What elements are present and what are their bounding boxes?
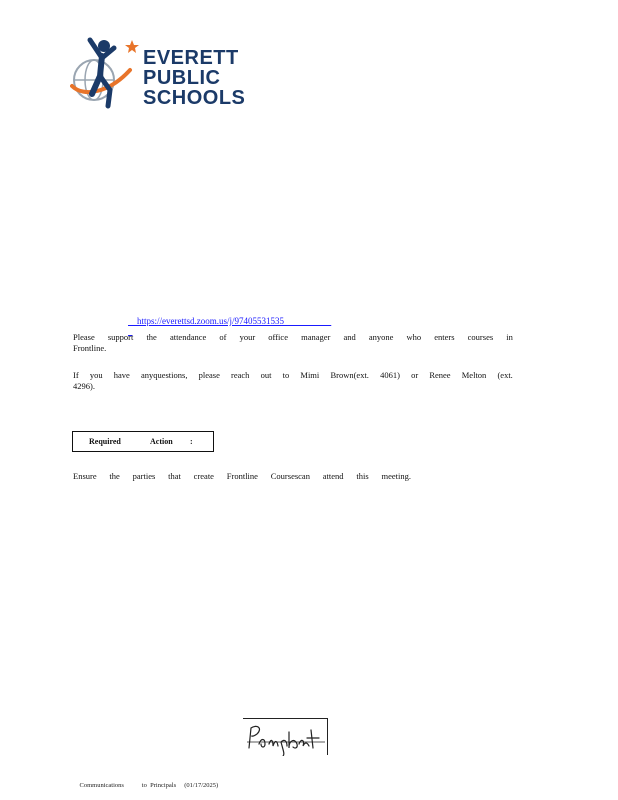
logo-line-3: SCHOOLS: [143, 87, 246, 109]
support-paragraph-line-1: [73, 332, 513, 343]
district-name: [143, 48, 245, 108]
action-paragraph-word: meeting.: [381, 471, 411, 481]
action-paragraph-word: Ensure: [73, 471, 97, 481]
action-paragraph-word: attend: [322, 471, 344, 481]
support-paragraph: [73, 332, 513, 354]
support-paragraph-word: and: [343, 332, 356, 342]
support-paragraph-word: who: [406, 332, 422, 342]
questions-paragraph-word: If: [73, 370, 79, 380]
district-logo: [70, 36, 260, 112]
required-label: Required: [89, 437, 121, 446]
questions-paragraph-word: Melton: [461, 370, 487, 380]
link-underline-trail: [284, 316, 331, 326]
questions-paragraph-line-1: [73, 370, 513, 381]
questions-paragraph-word: please: [198, 370, 220, 380]
support-paragraph-word: Please: [73, 332, 95, 342]
action-paragraph-word: parties: [132, 471, 156, 481]
footer-to: to: [141, 782, 147, 789]
action-paragraph-word: this: [356, 471, 369, 481]
questions-paragraph-word: Brown(ext.: [330, 370, 369, 380]
action-paragraph: [73, 471, 411, 482]
questions-paragraph-line-2: 4296).: [73, 381, 95, 391]
logo-line-1: EVERETT: [143, 47, 239, 69]
footer: [73, 775, 218, 796]
questions-paragraph-word: have: [113, 370, 130, 380]
required-action-box: [72, 431, 214, 452]
support-paragraph-word: enters: [434, 332, 455, 342]
footer-principals: Principals: [150, 782, 177, 789]
action-paragraph-word: create: [193, 471, 214, 481]
support-paragraph-word: the: [146, 332, 157, 342]
zoom-meeting-link-text: https://everettsd.zoom.us/j/97405531535: [137, 316, 284, 326]
action-label: Action: [150, 437, 173, 446]
signature: [243, 718, 329, 756]
support-paragraph-word: attendance: [169, 332, 207, 342]
questions-paragraph: [73, 370, 513, 392]
questions-paragraph-word: Mimi: [300, 370, 320, 380]
globe-figure-icon: [70, 36, 142, 112]
action-paragraph-word: Coursescan: [270, 471, 310, 481]
questions-paragraph-word: reach: [231, 370, 250, 380]
action-paragraph-word: the: [109, 471, 120, 481]
action-paragraph-line-1: [73, 471, 411, 482]
footer-communications: Communications: [79, 782, 124, 789]
questions-paragraph-word: to: [282, 370, 290, 380]
support-paragraph-word: of: [219, 332, 227, 342]
support-paragraph-word: your: [239, 332, 256, 342]
support-paragraph-word: anyone: [368, 332, 394, 342]
handwritten-signature-icon: [243, 718, 329, 756]
questions-paragraph-word: out: [260, 370, 272, 380]
questions-paragraph-word: you: [89, 370, 103, 380]
support-paragraph-word: manager: [301, 332, 331, 342]
support-paragraph-word: support: [107, 332, 134, 342]
questions-paragraph-word: (ext.: [497, 370, 513, 380]
action-paragraph-word: Frontline: [226, 471, 258, 481]
support-paragraph-word: office: [268, 332, 288, 342]
questions-paragraph-word: or: [411, 370, 419, 380]
logo-line-2: PUBLIC: [143, 67, 221, 89]
questions-paragraph-word: anyquestions,: [140, 370, 188, 380]
questions-paragraph-word: Renee: [429, 370, 451, 380]
questions-paragraph-word: 4061): [380, 370, 400, 380]
support-paragraph-line-2: Frontline.: [73, 343, 107, 353]
support-paragraph-word: in: [506, 332, 513, 342]
footer-date: (01/17/2025): [184, 782, 219, 789]
support-paragraph-word: courses: [467, 332, 494, 342]
action-paragraph-word: that: [168, 471, 181, 481]
action-colon: :: [190, 437, 193, 446]
